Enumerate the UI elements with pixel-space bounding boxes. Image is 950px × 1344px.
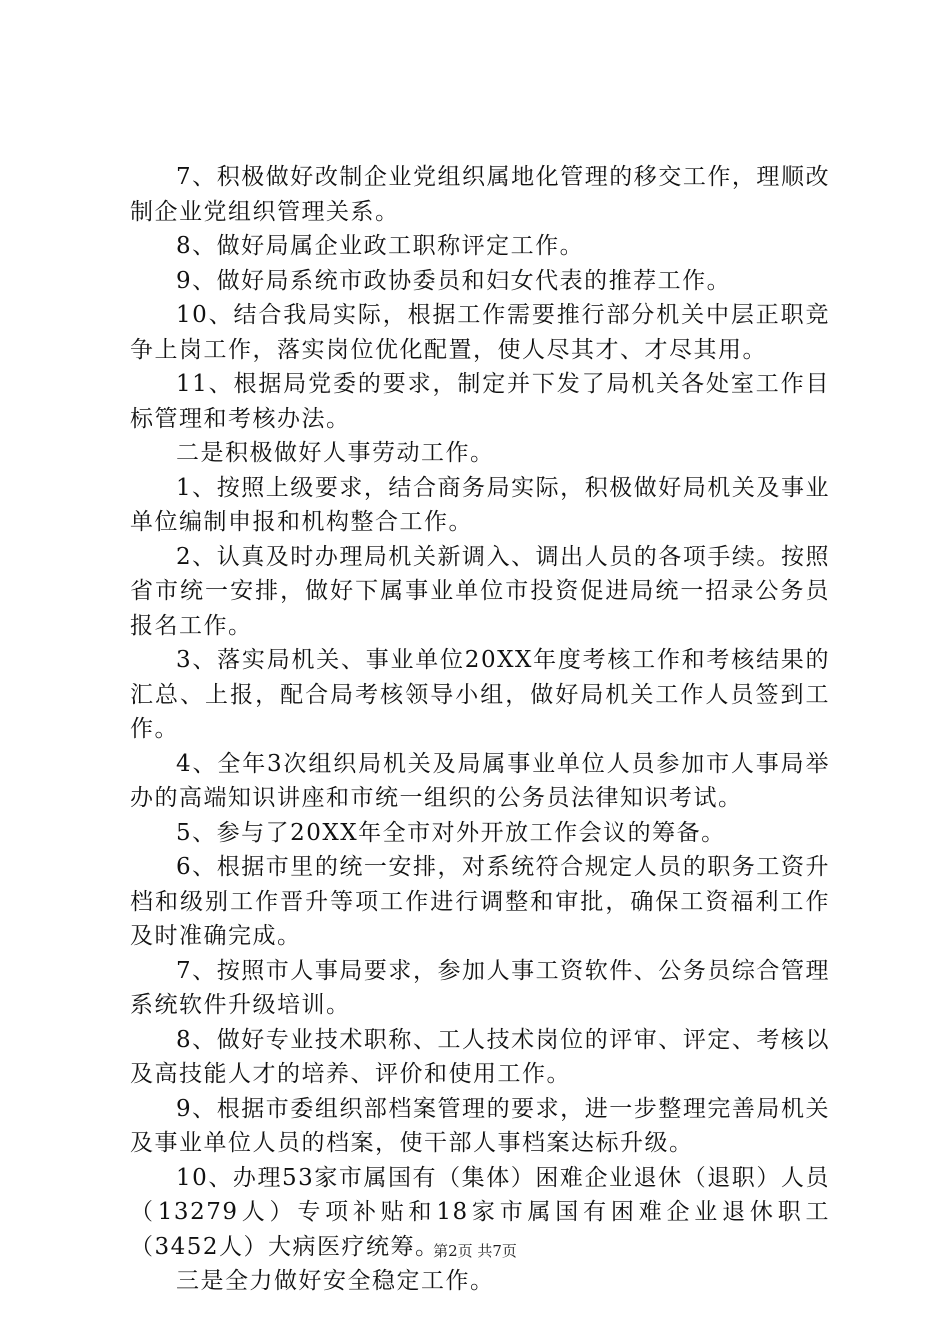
paragraph: 1、按照上级要求，结合商务局实际，积极做好局机关及事业单位编制申报和机构整合工作。 <box>130 474 830 535</box>
paragraph: 2、认真及时办理局机关新调入、调出人员的各项手续。按照省市统一安排，做好下属事业单位市投资促进局统一招录公务员报名工作。 <box>130 543 830 639</box>
paragraph: 9、做好局系统市政协委员和妇女代表的推荐工作。 <box>176 267 732 294</box>
paragraph: 10、办理53家市属国有（集体）困难企业退休（退职）人员（13279人）专项补贴和18家市属国有困难企业退休职工（3452人）大病医疗统筹。 <box>130 1164 830 1260</box>
paragraph: 7、积极做好改制企业党组织属地化管理的移交工作，理顺改制企业党组织管理关系。 <box>130 164 830 225</box>
paragraph: 9、根据市委组织部档案管理的要求，进一步整理完善局机关及事业单位人员的档案，使干部人事档案达标升级。 <box>130 1095 830 1156</box>
paragraph: 8、做好专业技术职称、工人技术岗位的评审、评定、考核以及高技能人才的培养、评价和使用工作。 <box>130 1026 830 1087</box>
page-footer <box>0 1240 950 1261</box>
page-number: 第2页 共7页 <box>433 1242 517 1260</box>
paragraph: 6、根据市里的统一安排，对系统符合规定人员的职务工资升档和级别工作晋升等项工作进行调整和审批，确保工资福利工作及时准确完成。 <box>130 854 830 949</box>
paragraph: 11、根据局党委的要求，制定并下发了局机关各处室工作目标管理和考核办法。 <box>130 371 830 432</box>
paragraph: 8、做好局属企业政工职称评定工作。 <box>176 233 585 259</box>
paragraph: 5、参与了20XX年全市对外开放工作会议的筹备。 <box>176 819 726 846</box>
paragraph: 10、结合我局实际，根据工作需要推行部分机关中层正职竞争上岗工作，落实岗位优化配置，使人尽其才、才尽其用。 <box>130 302 830 363</box>
paragraph: 4、全年3次组织局机关及局属事业单位人员参加市人事局举办的高端知识讲座和市统一组织的公务员法律知识考试。 <box>130 750 830 811</box>
section-heading: 二是积极做好人事劳动工作。 <box>176 440 495 466</box>
paragraph: 7、按照市人事局要求，参加人事工资软件、公务员综合管理系统软件升级培训。 <box>130 957 830 1018</box>
document-body <box>130 160 830 1299</box>
paragraph: 3、落实局机关、事业单位20XX年度考核工作和考核结果的汇总、上报，配合局考核领导小组，做好局机关工作人员签到工作。 <box>130 647 830 742</box>
section-heading: 三是全力做好安全稳定工作。 <box>176 1268 495 1294</box>
